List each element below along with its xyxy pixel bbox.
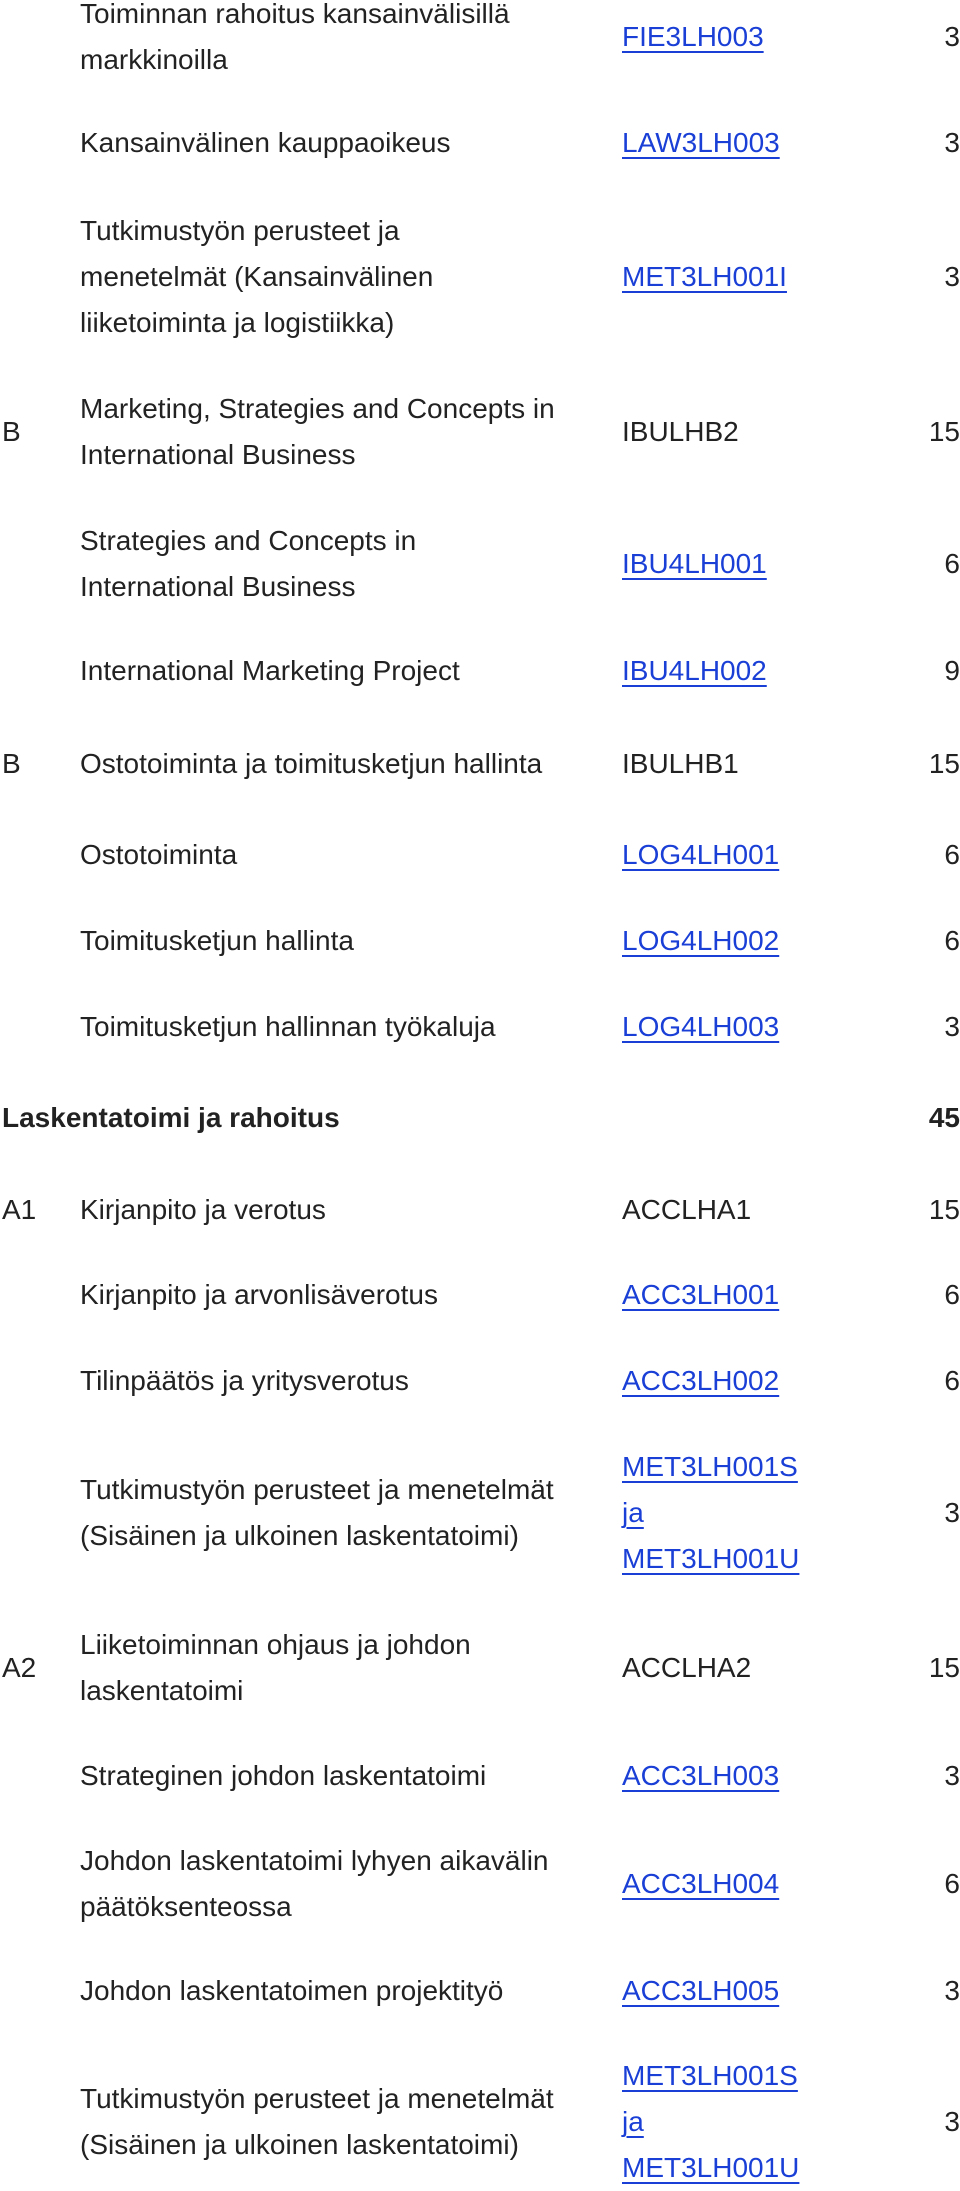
- course-code-link[interactable]: ACC3LH001: [622, 1279, 780, 1310]
- level-cell: [2, 1187, 72, 1233]
- course-name-cell: [80, 1622, 520, 1714]
- course-name: Tutkimustyön perusteet ja menetelmät (Sisäinen ja ulkoinen laskentatoimi): [80, 2083, 554, 2160]
- course-name-cell: [80, 741, 620, 787]
- level-cell: [2, 832, 72, 878]
- course-code-cell[interactable]: [622, 518, 852, 610]
- course-name: Marketing, Strategies and Concepts in International Business: [80, 393, 555, 470]
- credits-value: 15: [928, 1194, 960, 1225]
- credits-cell: [880, 918, 960, 964]
- credits-cell: [880, 1187, 960, 1233]
- credits-cell: [880, 1444, 960, 1582]
- level-cell: [2, 1444, 72, 1582]
- course-code-link[interactable]: ACC3LH002: [622, 1365, 780, 1396]
- credits-cell: [880, 2053, 960, 2191]
- credits-cell: [880, 0, 960, 74]
- credits-value: 3: [944, 1975, 960, 2006]
- credits-value: 3: [944, 127, 960, 158]
- course-code-link[interactable]: LOG4LH002: [622, 925, 780, 956]
- credits-cell: [880, 1358, 960, 1404]
- course-code-cell[interactable]: [622, 1358, 852, 1404]
- course-name-cell: [80, 1968, 620, 2014]
- course-name: Toimitusketjun hallinnan työkaluja: [80, 1011, 496, 1042]
- course-name: Tutkimustyön perusteet ja menetelmät (Kansainvälinen liiketoiminta ja logistiikka): [80, 215, 434, 338]
- level-cell: [2, 208, 72, 346]
- course-code-link[interactable]: LAW3LH003: [622, 127, 780, 158]
- level-label: B: [2, 416, 21, 447]
- course-name: Johdon laskentatoimen projektityö: [80, 1975, 504, 2006]
- credits-cell: [880, 648, 960, 694]
- credits-value: 3: [944, 1497, 960, 1528]
- course-code-link[interactable]: ACC3LH004: [622, 1868, 780, 1899]
- course-code-link[interactable]: ACC3LH005: [622, 1975, 780, 2006]
- credits-cell: [880, 1753, 960, 1799]
- course-row: [0, 0, 960, 74]
- course-code-stack: [622, 2053, 799, 2191]
- section-heading-row: [0, 1095, 960, 1141]
- level-label: B: [2, 748, 21, 779]
- course-name-cell: [80, 1838, 610, 1930]
- course-group-row: [0, 1187, 960, 1233]
- credits-cell: [880, 1004, 960, 1050]
- course-code-link[interactable]: LOG4LH003: [622, 1011, 780, 1042]
- level-cell: [2, 1753, 72, 1799]
- credits-cell: [880, 518, 960, 610]
- course-row: [0, 1272, 960, 1318]
- course-code-link[interactable]: IBU4LH001: [622, 548, 767, 579]
- level-cell: [2, 1838, 72, 1930]
- course-name: Ostotoiminta: [80, 839, 238, 870]
- credits-value: 15: [928, 748, 960, 779]
- course-code-link[interactable]: MET3LH001S: [622, 1451, 798, 1482]
- course-code-link[interactable]: MET3LH001S: [622, 2060, 798, 2091]
- course-code-link[interactable]: IBU4LH002: [622, 655, 767, 686]
- course-name-cell: [80, 832, 620, 878]
- level-cell: [2, 741, 72, 787]
- course-code-cell[interactable]: [622, 1272, 852, 1318]
- course-row: [0, 208, 960, 346]
- course-code-cell[interactable]: [622, 120, 852, 166]
- course-name: International Marketing Project: [80, 655, 460, 686]
- course-row: [0, 1753, 960, 1799]
- course-name: Toiminnan rahoitus kansainvälisillä markkinoilla: [80, 0, 510, 75]
- course-row: [0, 518, 960, 610]
- course-name-cell: [80, 518, 480, 610]
- credits-value: 15: [928, 1652, 960, 1683]
- level-cell: [2, 386, 72, 478]
- credits-value: 9: [944, 655, 960, 686]
- course-row: [0, 2053, 960, 2191]
- course-code-cell: [622, 1187, 852, 1233]
- course-code-cell[interactable]: [622, 0, 852, 74]
- credits-value: 15: [928, 416, 960, 447]
- course-code-cell[interactable]: [622, 648, 852, 694]
- course-code-conjunction[interactable]: ja: [622, 1497, 644, 1528]
- course-name: Ostotoiminta ja toimitusketjun hallinta: [80, 748, 543, 779]
- course-code-link[interactable]: MET3LH001I: [622, 261, 787, 292]
- course-code-cell[interactable]: [622, 1838, 852, 1930]
- credits-cell: [880, 741, 960, 787]
- course-name: Kirjanpito ja arvonlisäverotus: [80, 1279, 438, 1310]
- course-name-cell: [80, 1444, 610, 1582]
- credits-cell: [880, 208, 960, 346]
- credits-value: 6: [944, 1365, 960, 1396]
- course-row: [0, 1968, 960, 2014]
- course-code-link[interactable]: ACC3LH003: [622, 1760, 780, 1791]
- course-code-conjunction[interactable]: ja: [622, 2106, 644, 2137]
- course-name-cell: [80, 208, 540, 346]
- credits-value: 3: [944, 1011, 960, 1042]
- course-name-cell: [80, 1358, 620, 1404]
- course-group-row: [0, 1622, 960, 1714]
- course-name-cell: [80, 1004, 620, 1050]
- credits-value: 6: [944, 1279, 960, 1310]
- course-code-link[interactable]: MET3LH001U: [622, 1543, 800, 1574]
- level-label: A1: [2, 1194, 37, 1225]
- course-code-cell: [622, 1622, 852, 1714]
- credits-cell: [880, 1838, 960, 1930]
- course-name-cell: [80, 918, 620, 964]
- course-code-cell[interactable]: [622, 1968, 852, 2014]
- course-code-cell[interactable]: [622, 1753, 852, 1799]
- section-credits-cell: [880, 1095, 960, 1141]
- course-code-cell[interactable]: [622, 1004, 852, 1050]
- level-cell: [2, 1622, 72, 1714]
- course-code-cell: [622, 386, 852, 478]
- level-cell: [2, 1004, 72, 1050]
- course-code-cell[interactable]: [622, 918, 852, 964]
- course-code-link[interactable]: MET3LH001U: [622, 2152, 800, 2183]
- level-label: A2: [2, 1652, 37, 1683]
- level-cell: [2, 918, 72, 964]
- course-code-link[interactable]: FIE3LH003: [622, 21, 764, 52]
- course-code: ACCLHA1: [622, 1194, 752, 1225]
- course-name: Tutkimustyön perusteet ja menetelmät (Sisäinen ja ulkoinen laskentatoimi): [80, 1474, 554, 1551]
- course-row: [0, 648, 960, 694]
- course-code: IBULHB1: [622, 748, 739, 779]
- course-row: [0, 1358, 960, 1404]
- level-cell: [2, 120, 72, 166]
- course-name-cell: [80, 386, 600, 478]
- credits-value: 3: [944, 21, 960, 52]
- credits-cell: [880, 120, 960, 166]
- course-name: Liiketoiminnan ohjaus ja johdon laskentatoimi: [80, 1629, 471, 1706]
- course-code-cell[interactable]: [622, 208, 852, 346]
- course-code: IBULHB2: [622, 416, 739, 447]
- course-name-cell: [80, 1272, 620, 1318]
- level-cell: [2, 2053, 72, 2191]
- course-name-cell: [80, 120, 620, 166]
- course-row: [0, 918, 960, 964]
- credits-cell: [880, 1968, 960, 2014]
- section-credits: 45: [928, 1102, 960, 1133]
- credits-value: 6: [944, 925, 960, 956]
- credits-value: 6: [944, 839, 960, 870]
- course-row: [0, 1444, 960, 1582]
- credits-value: 3: [944, 1760, 960, 1791]
- course-code-link[interactable]: LOG4LH001: [622, 839, 780, 870]
- course-name: Strategies and Concepts in International Business: [80, 525, 417, 602]
- credits-cell: [880, 832, 960, 878]
- course-name-cell: [80, 2053, 610, 2191]
- credits-cell: [880, 386, 960, 478]
- course-group-row: [0, 386, 960, 478]
- course-name-cell: [80, 648, 620, 694]
- course-code: ACCLHA2: [622, 1652, 752, 1683]
- course-code-cell: [622, 741, 852, 787]
- credits-value: 3: [944, 2106, 960, 2137]
- course-code-cell[interactable]: [622, 832, 852, 878]
- course-row: [0, 1004, 960, 1050]
- credits-cell: [880, 1622, 960, 1714]
- course-name: Kirjanpito ja verotus: [80, 1194, 326, 1225]
- course-name: Toimitusketjun hallinta: [80, 925, 354, 956]
- course-name-cell: [80, 1753, 620, 1799]
- course-name: Kansainvälinen kauppaoikeus: [80, 127, 451, 158]
- credits-value: 6: [944, 548, 960, 579]
- course-code-cell[interactable]: [622, 2053, 852, 2191]
- section-title: Laskentatoimi ja rahoitus: [2, 1102, 340, 1133]
- level-cell: [2, 518, 72, 610]
- course-name: Tilinpäätös ja yritysverotus: [80, 1365, 409, 1396]
- course-name-cell: [80, 1187, 620, 1233]
- course-name: Strateginen johdon laskentatoimi: [80, 1760, 487, 1791]
- section-title-cell: [2, 1095, 702, 1141]
- credits-value: 6: [944, 1868, 960, 1899]
- course-row: [0, 120, 960, 166]
- course-group-row: [0, 741, 960, 787]
- level-cell: [2, 648, 72, 694]
- course-code-cell[interactable]: [622, 1444, 852, 1582]
- level-cell: [2, 1272, 72, 1318]
- course-code-stack: [622, 1444, 799, 1582]
- course-name: Johdon laskentatoimi lyhyen aikavälin päätöksenteossa: [80, 1845, 549, 1922]
- course-name-cell: [80, 0, 600, 74]
- course-row: [0, 832, 960, 878]
- level-cell: [2, 1358, 72, 1404]
- level-cell: [2, 1968, 72, 2014]
- credits-cell: [880, 1272, 960, 1318]
- credits-value: 3: [944, 261, 960, 292]
- level-cell: [2, 0, 72, 74]
- course-row: [0, 1838, 960, 1930]
